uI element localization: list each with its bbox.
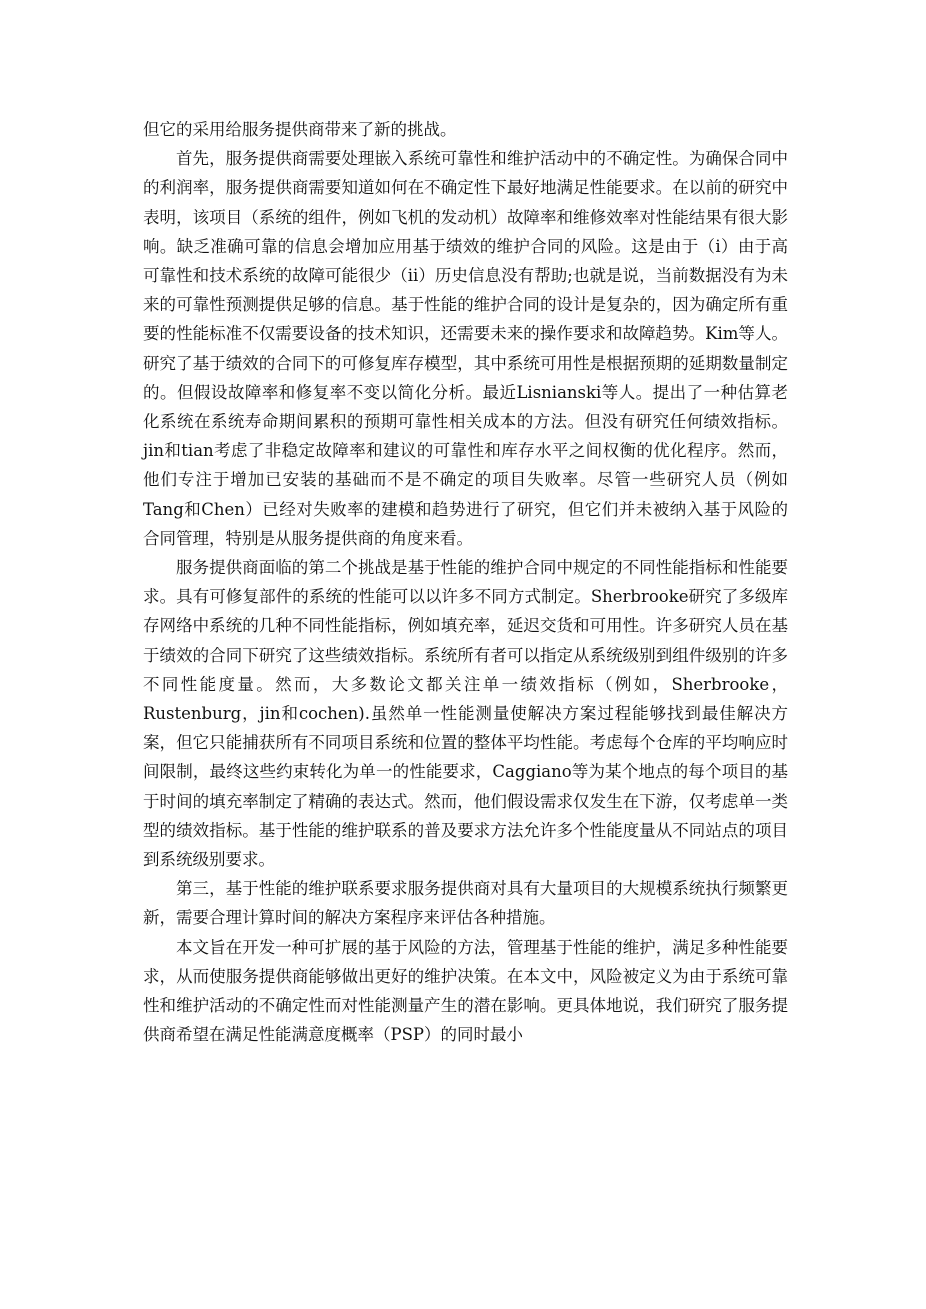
paragraph-4: 第三，基于性能的维护联系要求服务提供商对具有大量项目的大规模系统执行频繁更新，需要合理计算时间的解决方案程序来评估各种措施。 xyxy=(143,879,788,928)
paragraph-3: 服务提供商面临的第二个挑战是基于性能的维护合同中规定的不同性能指标和性能要求。具有可修复部件的系统的性能可以以许多不同方式制定。Sherbrooke研究了多级库存网络中系统的几种不同性能指标，例如填充率，延迟交货和可用性。许多研究人员在基于绩效的合同下研究了这些绩效指标。系统所有者可以指定从系统级别到组件级别的许多不同性能度量。然而，大多数论文都关注单一绩效指标（例如，Sherbrooke，Rustenburg，jin和cochen).虽然单一性能测量使解决方案过程能够找到最佳解决方案，但它只能捕获所有不同项目系统和位置的整体平均性能。考虑每个仓库的平均响应时间限制，最终这些约束转化为单一的性能要求，Caggiano等为某个地点的每个项目的基于时间的填充率制定了精确的表达式。然而，他们假设需求仅发生在下游，仅考虑单一类型的绩效指标。基于性能的维护联系的普及要求方法允许多个性能度量从不同站点的项目到系统级别要求。 xyxy=(143,558,788,870)
paragraph-2: 首先，服务提供商需要处理嵌入系统可靠性和维护活动中的不确定性。为确保合同中的利润率，服务提供商需要知道如何在不确定性下最好地满足性能要求。在以前的研究中表明，该项目（系统的组件，例如飞机的发动机）故障率和维修效率对性能结果有很大影响。缺乏准确可靠的信息会增加应用基于绩效的维护合同的风险。这是由于（i）由于高可靠性和技术系统的故障可能很少（ii）历史信息没有帮助;也就是说，当前数据没有为未来的可靠性预测提供足够的信息。基于性能的维护合同的设计是复杂的，因为确定所有重要的性能标准不仅需要设备的技术知识，还需要未来的操作要求和故障趋势。Kim等人。研究了基于绩效的合同下的可修复库存模型，其中系统可用性是根据预期的延期数量制定的。但假设故障率和修复率不变以简化分析。最近Lisnianski等人。提出了一种估算老化系统在系统寿命期间累积的预期可靠性相关成本的方法。但没有研究任何绩效指标。jin和tian考虑了非稳定故障率和建议的可靠性和库存水平之间权衡的优化程序。然而，他们专注于增加已安装的基础而不是不确定的项目失败率。尽管一些研究人员（例如Tang和Chen）已经对失败率的建模和趋势进行了研究，但它们并未被纳入基于风险的合同管理，特别是从服务提供商的角度来看。 xyxy=(143,149,788,548)
paragraph-5: 本文旨在开发一种可扩展的基于风险的方法，管理基于性能的维护，满足多种性能要求，从而使服务提供商能够做出更好的维护决策。在本文中，风险被定义为由于系统可靠性和维护活动的不确定性而对性能测量产生的潜在影响。更具体地说，我们研究了服务提供商希望在满足性能满意度概率（PSP）的同时最小 xyxy=(143,937,788,1045)
body-text xyxy=(143,115,788,1050)
paragraph-1: 但它的采用给服务提供商带来了新的挑战。 xyxy=(143,120,457,139)
